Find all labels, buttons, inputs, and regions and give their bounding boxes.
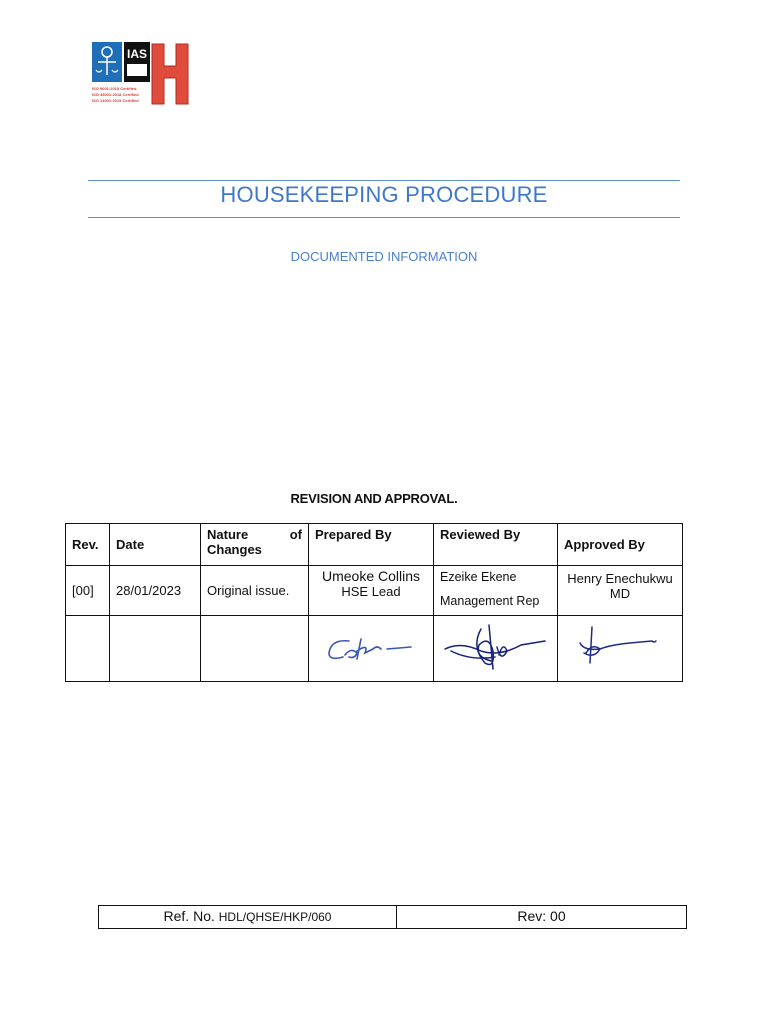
approved-role: MD <box>609 586 631 601</box>
prepared-role: HSE Lead <box>341 584 401 599</box>
title-bottom-rule <box>88 217 680 218</box>
cell-prepared <box>309 566 434 616</box>
footer-ref-label: Ref. No. <box>163 908 215 924</box>
header-rev: Rev. <box>66 524 110 566</box>
reviewed-name: Ezeike Ekene <box>440 570 517 584</box>
company-logo <box>90 40 200 110</box>
header-approved: Approved By <box>558 524 683 566</box>
document-subtitle: DOCUMENTED INFORMATION <box>290 249 478 264</box>
svg-text:ISO 45001:2018 Certified: ISO 45001:2018 Certified <box>92 92 139 97</box>
revision-table <box>65 523 683 682</box>
prepared-name: Umeoke Collins <box>321 568 421 584</box>
footer-rev-value: 00 <box>550 908 566 924</box>
svg-text:IAS: IAS <box>126 47 148 61</box>
header-nature-word: Nature <box>207 527 249 542</box>
reviewed-signature-image <box>441 617 551 675</box>
approved-signature <box>558 616 683 682</box>
cell-nature: Original issue. <box>201 566 309 616</box>
reviewed-signature <box>434 616 558 682</box>
sign-cell-date <box>110 616 201 682</box>
approved-name: Henry Enechukwu <box>567 571 673 586</box>
h-letter-logo-icon <box>152 44 188 104</box>
footer-rev <box>397 906 686 928</box>
footer-rev-label: Rev: <box>517 908 547 924</box>
svg-text:ISO 14001:2015 Certified: ISO 14001:2015 Certified <box>92 98 139 103</box>
approved-signature-image <box>570 619 670 669</box>
cell-reviewed <box>434 566 558 616</box>
document-title: HOUSEKEEPING PROCEDURE <box>220 182 548 207</box>
table-row <box>66 566 683 616</box>
signature-row <box>66 616 683 682</box>
svg-text:ISO 9001:2015 Certified: ISO 9001:2015 Certified <box>92 86 137 91</box>
sign-cell-rev <box>66 616 110 682</box>
prepared-signature-image <box>321 619 421 669</box>
footer-ref <box>99 906 397 928</box>
reviewed-role: Management Rep <box>440 594 540 608</box>
header-prepared: Prepared By <box>309 524 434 566</box>
table-header-row <box>66 524 683 566</box>
cell-approved <box>558 566 683 616</box>
header-nature <box>201 524 309 566</box>
document-footer <box>98 905 687 929</box>
header-nature-of: of <box>289 527 302 542</box>
cell-date: 28/01/2023 <box>110 566 201 616</box>
cell-rev: [00] <box>66 566 110 616</box>
footer-ref-value: HDL/QHSE/HKP/060 <box>218 910 332 924</box>
title-top-rule <box>88 180 680 181</box>
header-nature-changes: Changes <box>207 542 262 557</box>
prepared-signature <box>309 616 434 682</box>
header-date: Date <box>110 524 201 566</box>
header-reviewed: Reviewed By <box>434 524 558 566</box>
sign-cell-nature <box>201 616 309 682</box>
revision-heading: REVISION AND APPROVAL. <box>290 491 458 506</box>
